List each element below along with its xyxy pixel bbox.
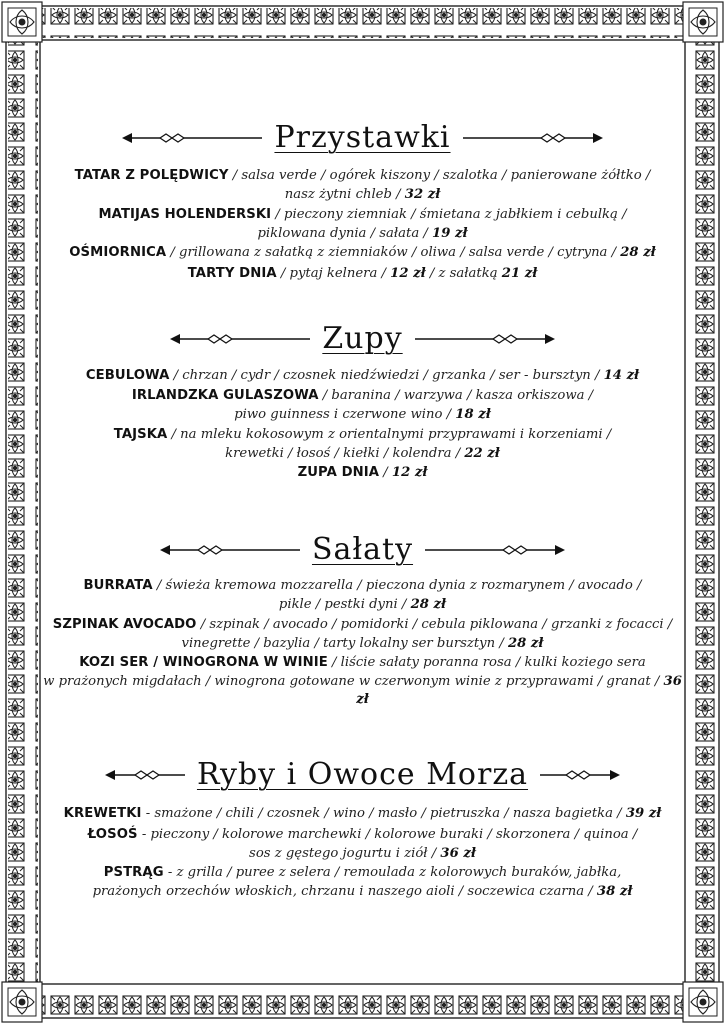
dish-price: 19 zł [432, 225, 468, 241]
menu-item [40, 167, 685, 204]
dish-name: CEBULOWA [85, 368, 170, 383]
dish-price: 12 zł [390, 266, 426, 281]
dish-name: KOZI SER / WINOGRONA W WINIE [79, 655, 328, 670]
dish-price: 39 zł [625, 806, 662, 821]
dish-name: OŚMIORNICA [69, 245, 167, 260]
dish-description: piwo guinness i czerwone wino / [234, 406, 456, 422]
dish-price: 21 zł [501, 266, 538, 281]
menu-item [40, 387, 685, 424]
dish-name: ŁOSOŚ [87, 827, 138, 842]
dish-name: IRLANDZKA GULASZOWA [131, 388, 319, 403]
dish-description: / szpinak / avocado / pomidorki / cebula piklowana / grzanki z focacci / [196, 617, 673, 632]
dish-description: w prażonych migdałach / winogrona gotowane w czerwonym winie z przyprawami / granat / [43, 673, 664, 689]
dish-name: SZPINAK AVOCADO [52, 617, 197, 632]
dish-name: TAJSKA [113, 427, 168, 442]
right-arrow-ornament-icon [540, 768, 620, 782]
menu-item [40, 367, 685, 386]
dish-description: / chrzan / cydr / czosnek niedźwiedzi / grzanka / ser - bursztyn / [169, 368, 604, 383]
dish-description: / grillowana z sałatką z ziemniaków / oliwa / salsa verde / cytryna / [166, 245, 621, 260]
menu-item [40, 464, 685, 483]
dish-price: 22 zł [464, 445, 500, 461]
left-arrow-ornament-icon [122, 131, 262, 145]
dish-description: piklowana dynia / sałata / [257, 225, 433, 241]
menu-item [40, 616, 685, 653]
dish-price: 38 zł [596, 883, 633, 899]
dish-description: / na mleku kokosowym z orientalnymi przyprawami i korzeniami / [167, 427, 612, 442]
dish-price: 18 zł [455, 406, 491, 422]
dish-description: pikle / pestki dyni / [278, 596, 411, 612]
dish-price: 36 zł [440, 845, 476, 861]
section-title: Sałaty [311, 532, 414, 567]
dish-price: 32 zł [404, 186, 441, 202]
dish-price: 36 zł [356, 673, 682, 707]
left-arrow-ornament-icon [160, 543, 300, 557]
dish-description: - z grilla / puree z selera / remoulada z kolorowych buraków, jabłka, [163, 865, 622, 880]
dish-description: sos z gęstego jogurtu i ziół / [249, 845, 441, 861]
dish-description: - pieczony / kolorowe marchewki / kolorowe buraki / skorzonera / quinoa / [137, 827, 638, 842]
menu-item [40, 864, 685, 901]
dish-description: / pieczony ziemniak / śmietana z jabłkiem i cebulką / [271, 207, 627, 222]
section-title: Przystawki [274, 120, 451, 155]
dish-description: / salsa verde / ogórek kiszony / szalotka / panierowane żółtko / [228, 168, 651, 183]
right-arrow-ornament-icon [415, 332, 555, 346]
section-header-zupy [0, 319, 725, 359]
left-arrow-ornament-icon [170, 332, 310, 346]
dish-description: / świeża kremowa mozzarella / pieczona dynia z rozmarynem / avocado / [152, 578, 642, 593]
dish-name: BURRATA [83, 578, 153, 593]
menu-item [40, 654, 685, 710]
dish-description: vinegrette / bazylia / tarty lokalny ser bursztyn / [181, 635, 508, 651]
dish-price: 28 zł [410, 596, 447, 612]
dish-description: / [379, 465, 392, 480]
dish-description: / baranina / warzywa / kasza orkiszowa / [318, 388, 594, 403]
section-title: Zupy [322, 321, 403, 356]
dish-description: - smażone / chili / czosnek / wino / masło / pietruszka / nasza bagietka / [141, 806, 626, 821]
dish-price: 28 zł [507, 635, 544, 651]
dish-name: MATIJAS HOLENDERSKI [98, 207, 272, 222]
dish-name: ZUPA DNIA [297, 465, 380, 480]
dish-description: prażonych orzechów włoskich, chrzanu i naszego aioli / soczewica czarna / [92, 883, 597, 899]
dish-name: TATAR Z POLĘDWICY [74, 168, 229, 183]
section-header-przystawki [0, 118, 725, 158]
menu-item [40, 244, 685, 263]
right-arrow-ornament-icon [463, 131, 603, 145]
section-header-salaty [0, 530, 725, 570]
dish-description: / pytaj kelnera / [276, 266, 391, 281]
menu-item [40, 577, 685, 614]
dish-price: 12 zł [391, 465, 428, 480]
menu-item [40, 426, 685, 463]
dish-name: TARTY DNIA [187, 266, 277, 281]
menu-item [40, 826, 685, 863]
dish-price: 28 zł [620, 245, 656, 260]
section-title: Ryby i Owoce Morza [196, 757, 529, 792]
dish-description: nasz żytni chleb / [284, 186, 405, 202]
section-header-ryby [0, 755, 725, 795]
dish-description: krewetki / łosoś / kiełki / kolendra / [225, 445, 465, 461]
right-arrow-ornament-icon [425, 543, 565, 557]
dish-name: PSTRĄG [103, 865, 164, 880]
dish-price: 14 zł [603, 368, 640, 383]
menu-item [40, 265, 685, 284]
dish-description: / liście sałaty poranna rosa / kulki koziego sera [327, 655, 646, 670]
left-arrow-ornament-icon [105, 768, 185, 782]
dish-name: KREWETKI [63, 806, 142, 821]
menu-item [40, 805, 685, 824]
menu-item [40, 206, 685, 243]
dish-description: / z sałatką [425, 266, 502, 281]
